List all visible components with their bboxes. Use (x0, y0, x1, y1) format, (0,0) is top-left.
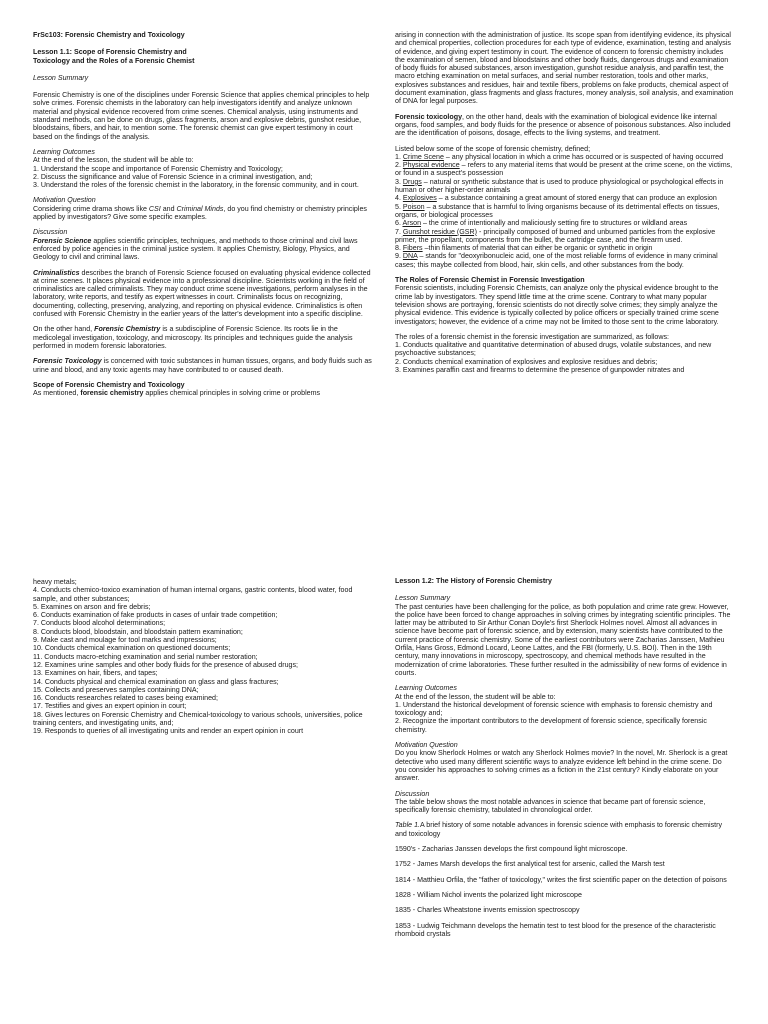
list-item: 17. Testifies and gives an expert opinion in court; (33, 702, 187, 711)
motivation-question-heading: Motivation Question (395, 741, 458, 750)
motivation-question-text: Do you know Sherlock Holmes or watch any Sherlock Holmes movie? In the novel, Mr. Sherlock is a great detective who used many different scientific ways to analyze evidence left behind in the crime scene. Do you consider his approaches to solving crimes as a fiction in the 21st century? Kindly elaborate on your answer. (395, 749, 728, 783)
lesson-title-line-1: Lesson 1.1: Scope of Forensic Chemistry and (33, 48, 187, 57)
timeline-entry: 1853 - Ludwig Teichmann develops the hematin test to test blood for the presence of the characteristic rhomboid crystals (395, 921, 716, 938)
list-item: 3. Examines paraffin cast and firearms to determine the presence of gunpowder nitrates and (395, 365, 685, 374)
list-item: 19. Responds to queries of all investigating units and render an expert opinion in court (33, 727, 304, 736)
timeline-entry: 1752 - James Marsh develops the first analytical test for arsenic, called the Marsh test (395, 860, 665, 869)
column-top-left (33, 31, 373, 404)
learning-outcomes-heading: Learning Outcomes (395, 684, 457, 693)
list-item: 2. Conducts chemical examination of explosives and explosive residues and debris; (395, 357, 658, 366)
list-item: 4. Conducts chemico-toxico examination of human internal organs, gastric contents, blood water, food sample, and other substances; (33, 586, 353, 603)
list-item: 10. Conducts chemical examination on questioned documents; (33, 644, 231, 653)
list-item: 1. Understand the historical development of forensic science with emphasis to forensic chemistry and toxicology and; (395, 700, 713, 718)
column-top-right (395, 31, 735, 374)
list-item: 2. Discuss the significance and value of Forensic Science in a criminal investigation, and; (33, 172, 313, 181)
list-item: 2. Physical evidence – refers to any material items that would be present at the crime scene, on the victims, or found in a suspect's possession (395, 161, 733, 178)
lesson-summary-heading: Lesson Summary (33, 73, 89, 82)
list-item: 9. DNA – stands for "deoxyribonucleic acid, one of the most reliable forms of evidence in many criminal cases; this maybe collected from blood, hair, skin cells, and other substances from the body. (395, 252, 718, 269)
list-item: 9. Make cast and moulage for tool marks and impressions; (33, 636, 217, 645)
forensic-science-paragraph: Forensic Science applies scientific principles, techniques, and methods to those criminal and civil laws enforced by police agencies in the criminal justice system. It applies Chemistry, Biology, Physics, and Geology to civil and criminal laws. (33, 236, 358, 262)
forensic-chemistry-paragraph: On the other hand, Forensic Chemistry is a subdiscipline of Forensic Science. Its roots lie in the medicolegal investigation, toxicology, and microscopy. Its principles and techniques guide the analysis performed in modern forensic laboratories. (33, 325, 353, 350)
learning-outcomes-intro: At the end of the lesson, the student will be able to: (33, 156, 194, 165)
list-item: 3. Understand the roles of the forensic chemist in the laboratory, in the forensic community, and in court. (33, 181, 359, 190)
timeline-entry: 1835 - Charles Wheatstone invents emission spectroscopy (395, 906, 580, 915)
motivation-question-text: Considering crime drama shows like CSI and Criminal Minds, do you find chemistry or chemistry principles applied by investigators? Give some specific examples. (33, 204, 367, 222)
list-item: 13. Examines on hair, fibers, and tapes; (33, 669, 158, 678)
scope-paragraph-continued: arising in connection with the administration of justice. Its scope span from identifying evidence, its physical and chemical properties, collection procedures for each type of evidence, examination, testing and analysis of evidence, and giving expert testimony in court. The evidence of concern to forensic chemistry includes the examination of semen, blood and bloodstains and other body fluids, dangerous drugs and examination of body fluids for abused substances, arson investigation, gunshot residue analysis, and paraffin test, the macro etching examination on metal surfaces, and serial number restoration, tools and other marks, explosives substances and residues, hair and textile fibers, problems on fake products, chemical aspect of document examination, glass fragments and glass fractures, money analysis, soil analysis, and examination of DNA for legal purposes. (395, 31, 734, 106)
list-item: 11. Conducts macro-etching examination and serial number restoration; (33, 652, 258, 661)
list-item: 8. Conducts blood, bloodstain, and bloodstain pattern examination; (33, 627, 243, 636)
roles-intro: The roles of a forensic chemist in the forensic investigation are summarized, as follows: (395, 332, 670, 341)
list-item: 5. Examines on arson and fire debris; (33, 602, 151, 611)
list-item: 1. Understand the scope and importance of Forensic Chemistry and Toxicology; (33, 164, 283, 173)
learning-outcomes-list (33, 165, 373, 190)
column-bottom-left (33, 578, 373, 736)
list-item: 5. Poison – a substance that is harmful to living organisms because of its detrimental effects on tissues, organs, or biological processes (395, 202, 720, 219)
list-item: 7. Gunshot residue (GSR) - principally composed of burned and unburned particles from the explosive primer, the propellant, components from the bullet, the cartridge case, and the firearm used. (395, 227, 716, 244)
lesson-title: Lesson 1.2: The History of Forensic Chemistry (395, 577, 552, 585)
list-item: 1. Crime Scene – any physical location in which a crime has occurred or is suspected of having occurred (395, 152, 724, 161)
list-item: 15. Collects and preserves samples containing DNA; (33, 685, 199, 694)
list-item: heavy metals; (33, 578, 77, 586)
list-item: 8. Fibers –thin filaments of material that can either be organic or synthetic in origin (395, 244, 653, 253)
timeline-entry: 1590's - Zacharias Janssen develops the first compound light microscope. (395, 845, 628, 854)
scope-paragraph-start: As mentioned, forensic chemistry applies chemical principles in solving crime or problems (33, 389, 321, 398)
list-item: 16. Conducts researches related to cases being examined; (33, 694, 218, 703)
motivation-question-heading: Motivation Question (33, 196, 96, 205)
forensic-toxicology-scope-paragraph: Forensic toxicology, on the other hand, deals with the examination of biological evidence like internal organs, food samples, and body fluids for the presence or absence of poisonous substances. Also included are the identification of poisons, dosage, effects to the living systems, and treatment. (395, 112, 731, 138)
list-item: 4. Explosives – a substance containing a great amount of stored energy that can produce an explosion (395, 194, 717, 203)
discussion-heading: Discussion (33, 228, 68, 237)
course-title: FrSc103: Forensic Chemistry and Toxicology (33, 31, 185, 39)
list-item: 2. Recognize the important contributors to the development of forensic science, specifically forensic chemistry. (395, 717, 707, 734)
learning-outcomes-heading: Learning Outcomes (33, 147, 95, 156)
column-bottom-right (395, 577, 735, 945)
scope-heading: Scope of Forensic Chemistry and Toxicology (33, 380, 185, 389)
list-item: 18. Gives lectures on Forensic Chemistry and Chemical-toxicology to various schools, universities, police training centers, and investigating units, and; (33, 710, 363, 728)
table-caption: Table 1.A brief history of some notable advances in forensic science with emphasis to forensic chemistry and toxicology (395, 821, 723, 838)
timeline-entry: 1828 - William Nichol invents the polarized light microscope (395, 890, 582, 899)
learning-outcomes-list (395, 701, 735, 734)
list-item: 1. Conducts qualitative and quantitative determination of abused drugs, volatile substances, and new psychoactive substances; (395, 341, 712, 358)
roles-heading: The Roles of Forensic Chemist in Forensic Investigation (395, 276, 585, 285)
list-item: 6. Conducts examination of fake products in cases of unfair trade competition; (33, 611, 278, 620)
timeline-entry: 1814 - Matthieu Orfila, the "father of toxicology," writes the first scientific paper on the detection of poisons (395, 875, 727, 884)
learning-outcomes-intro: At the end of the lesson, the student will be able to: (395, 692, 556, 701)
forensic-toxicology-paragraph: Forensic Toxicology is concerned with toxic substances in human tissues, organs, and body fluids such as urine and blood, and any toxic agents may have contributed to or caused death. (33, 357, 372, 374)
criminalistics-paragraph: Criminalistics describes the branch of Forensic Science focused on evaluating physical evidence collected at crime scenes. It places physical evidence into a professional discipline. Scientists working in the field of criminalistics are called criminalists. They may conduct crime scene investigations, perform analyses in the laboratory, write reports, and testify as expert witnesses in court. Criminalists focus on recognizing, documenting, collecting, preserving, analyzing, and reporting on physical evidence. Criminalistics is often confused with Forensic Chemistry in the earlier years of the latter's development into a specific discipline. (33, 268, 371, 319)
lesson-title-line-2: Toxicology and the Roles of a Forensic Chemist (33, 56, 195, 65)
list-item: 7. Conducts blood alcohol determinations; (33, 619, 166, 628)
roles-paragraph: Forensic scientists, including Forensic Chemists, can analyze only the physical evidence brought to the crime lab by investigators. They spend little time at the crime scene. Contrary to what many popular television shows are portraying, forensic scientists do not directly solve crimes; they simply analyze the physical evidence. This evidence is typically collected by police officers or specially trained crime scene investigators; however, the evidence of a crime may not be limited to those sent to the crime laboratory. (395, 284, 719, 326)
list-item: 14. Conducts physical and chemical examination on glass and glass fractures; (33, 677, 279, 686)
list-item: 12. Examines urine samples and other body fluids for the presence of abused drugs; (33, 660, 298, 669)
discussion-heading: Discussion (395, 789, 430, 798)
discussion-text: The table below shows the most notable advances in science that became part of forensic science, specifically forensic chemistry, tabulated in chronological order. (395, 797, 706, 815)
list-item: 6. Arson – the crime of intentionally and maliciously setting fire to structures or wildland areas (395, 219, 688, 228)
lesson-summary-text: Forensic Chemistry is one of the disciplines under Forensic Science that applies chemical principles to help solve crimes. Forensic chemists in the laboratory can help investigators identify and analyze unknown material and physical evidence recovered from crime scenes. Chemical analysis, using instruments and standard methods, can be done on drugs, glass fragments, arson and explosive debris, gunshot residue, bloodstains, fibers, and hair, to mention some. The forensic chemist can give expert testimony in court based on the findings of the analysis. (33, 91, 370, 141)
definitions-intro: Listed below some of the scope of forensic chemistry, defined; (395, 144, 591, 153)
roles-list (395, 341, 735, 374)
lesson-summary-heading: Lesson Summary (395, 594, 451, 603)
definitions-list (395, 153, 735, 269)
list-item: 3. Drugs – natural or synthetic substance that is used to produce physiological or psychological effects in human or other higher-order animals (395, 177, 724, 195)
lesson-summary-text: The past centuries have been challenging for the police, as both population and crime rate grew. However, the police have been forced to change approaches in solving crimes by integrating scientific principles. The latter may be attributed to Sir Arthur Conan Doyle's first Sherlock Holmes novel. Almost all advances in science have become part of forensic science, and by extension, many scientists have contributed to the current practice of forensic chemistry. Some of the earliest contributors were Zacharias Janssen, Mathieu Orfila, Hans Gross, Edmond Locard, Leone Lattes, and the FBI (formerly, U.S. BOI). Then in the 19th century, many innovations in microscopy, spectroscopy, and chemical methods have resulted in the modernization of crime laboratories. These further resulted in the admissibility of new forms of evidence in courts. (395, 602, 731, 677)
